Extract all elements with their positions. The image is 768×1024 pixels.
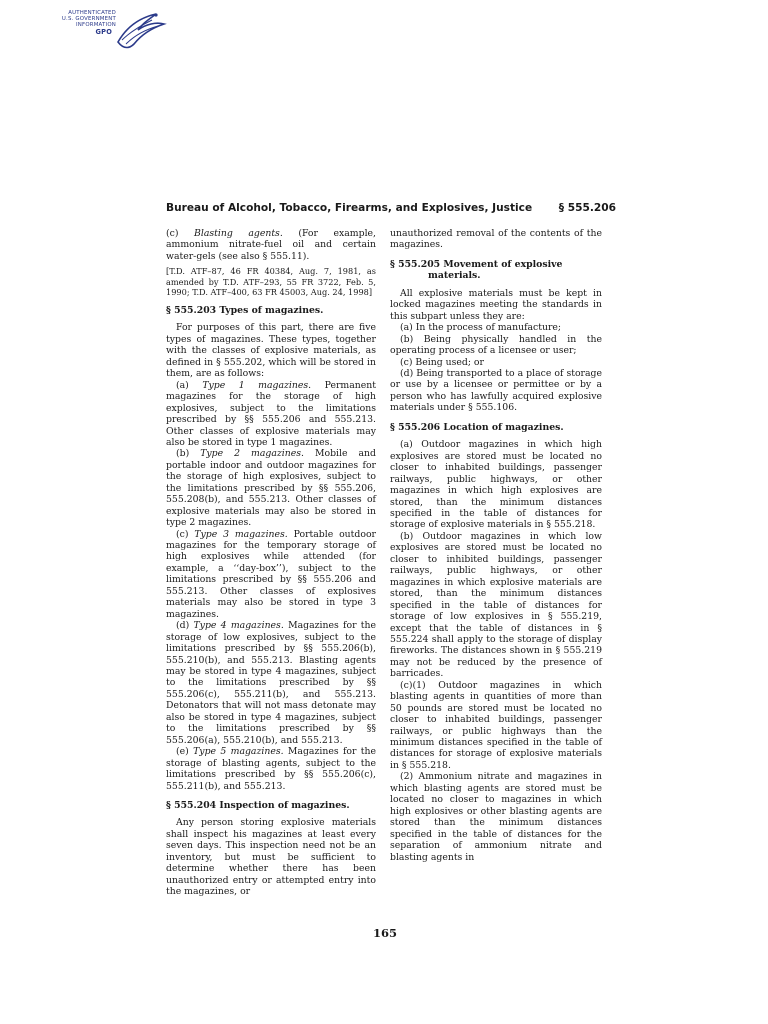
italic-run: Blasting agents. — [194, 228, 283, 239]
paragraph — [166, 746, 376, 792]
agency-title: Bureau of Alcohol, Tobacco, Firearms, and Explosives, Justice — [166, 202, 533, 214]
paragraph — [390, 368, 602, 414]
text-run: (d) — [176, 620, 194, 632]
paragraph — [390, 439, 602, 531]
text-run: Any person storing explosive materials shall inspect his magazines at least every seven days. This inspection need not be an inventory, but must be sufficient to determine whether there has been unauthorized entry or attempted entry into the magazines, or — [166, 817, 376, 898]
text-run: (e) — [176, 746, 194, 758]
text-run: § 555.203 Types of magazines. — [166, 304, 324, 316]
text-run: § 555.204 Inspection of magazines. — [166, 800, 350, 811]
gpo-authenticated-logo — [28, 4, 148, 50]
text-run: (c) Being used; or — [400, 356, 484, 368]
text-run: § 555.206 Location of magazines. — [390, 421, 564, 433]
section-number: § 555.206 — [558, 202, 616, 214]
text-run: Portable outdoor magazines for the temporary storage of high explosives while attended (for example, a ‘‘day-box’’), subject to the limitations prescribed by §§ 555.206 and 555.213. Other classes of explosives materials may also be stored in type 3 magazines. — [166, 528, 376, 620]
logo-line-1: AUTHENTICATED — [68, 10, 116, 16]
paragraph — [390, 322, 602, 333]
paragraph — [166, 380, 376, 449]
left-text-column — [166, 228, 376, 898]
section-heading — [390, 259, 602, 282]
text-run: unauthorized removal of the contents of the magazines. — [390, 228, 602, 251]
text-run: (c)(1) Outdoor magazines in which blasting agents in quantities of more than 50 pounds are stored must be located no closer to inhabited buildings, passenger railways, or public highways than the minimum distances specified in the table of distances for storage of explosive materials in § 555.218. — [390, 679, 602, 771]
text-run: For purposes of this part, there are five types of magazines. These types, together with the classes of explosive materials, as defined in § 555.202, which will be stored in them, are as follows: — [166, 322, 376, 380]
text-run: (2) Ammonium nitrate and magazines in which blasting agents are stored must be located no closer to magazines in which high explosives or other blasting agents are stored than the minimum distances specified in the table of distances for the separation of ammonium nitrate and blasting agents in — [390, 771, 602, 863]
text-run: [T.D. ATF–87, 46 FR 40384, Aug. 7, 1981, as amended by T.D. ATF–293, 55 FR 3722, Feb. 5, 1990; T.D. ATF–400, 63 FR 45003, Aug. 24, 1998] — [166, 266, 376, 297]
text-run: Permanent magazines for the storage of high explosives, subject to the limitations prescribed by §§ 555.206 and 555.213. Other classes of explosive materials may also be stored in type 1 magazines. — [166, 379, 376, 448]
eagle-emblem-icon — [112, 8, 168, 52]
text-run: § 555.205 Movement of explosive materials. — [390, 258, 563, 282]
logo-line-4: GPO — [95, 27, 112, 36]
right-text-column — [390, 228, 602, 863]
paragraph — [390, 228, 602, 251]
text-run: (b) Being physically handled in the operating process of a licensee or user; — [390, 333, 602, 357]
text-run: (c) — [176, 528, 195, 540]
italic-run: Type 1 magazines. — [202, 379, 312, 391]
text-run: (a) — [176, 379, 203, 391]
paragraph — [390, 334, 602, 357]
text-run: (a) Outdoor magazines in which high explosives are stored must be located no closer to inhabited buildings, passenger railways, public highways, or other magazines in which high explosives are stored, than the minimum distances specified in the table of distances for storage of explosive materials in § 555.218. — [390, 439, 602, 531]
section-heading — [166, 305, 376, 316]
paragraph — [390, 680, 602, 772]
italic-run: Type 3 magazines. — [194, 528, 288, 540]
paragraph — [390, 357, 602, 368]
text-run: (d) Being transported to a place of storage or use by a licensee or permittee or by a person who has lawfully acquired explosive materials under § 555.106. — [390, 367, 602, 414]
running-header — [166, 202, 616, 220]
paragraph — [166, 817, 376, 897]
gpo-logo-text — [58, 10, 116, 35]
italic-run: Type 5 magazines. — [193, 746, 284, 758]
text-run: (c) — [166, 228, 195, 239]
paragraph — [390, 288, 602, 322]
paragraph — [166, 322, 376, 379]
paragraph — [390, 531, 602, 680]
paragraph — [390, 771, 602, 863]
paragraph — [166, 529, 376, 621]
paragraph — [166, 448, 376, 528]
text-run: (For example, ammonium nitrate-fuel oil and certain water-gels (see also § 555.11). — [166, 228, 376, 262]
source-citation — [166, 266, 376, 297]
text-run: Mobile and portable indoor and outdoor magazines for the storage of high explosives, subject to the limitations prescribed by §§ 555.206, 555.208(b), and 555.213. Other classes of explosive materials may also be stored in type 2 magazines. — [166, 448, 376, 529]
italic-run: Type 2 magazines. — [200, 448, 304, 460]
logo-line-3: INFORMATION — [76, 22, 116, 29]
text-run: Magazines for the storage of blasting agents, subject to the limitations prescribed by §§ 555.206(c), 555.211(b), and 555.213. — [166, 746, 376, 792]
logo-line-2: U.S. GOVERNMENT — [61, 16, 116, 23]
text-run: (b) — [176, 448, 201, 460]
text-run: Magazines for the storage of low explosives, subject to the limitations prescribed by §§ 555.206(b), 555.210(b), and 555.213. Blasting agents may be stored in type 4 magazines, subject to the limitations prescribed by §§ 555.206(c), 555.211(b), and 555.213. Detonators that will not mass detonate may also be stored in type 4 magazines, subject to the limitations prescribed by §§ 555.206(a), 555.210(b), and 555.213. — [166, 620, 377, 746]
section-heading — [390, 422, 602, 433]
text-run: (a) In the process of manufacture; — [400, 322, 562, 334]
italic-run: Type 4 magazines. — [193, 620, 284, 632]
paragraph — [166, 620, 376, 746]
section-heading — [166, 800, 376, 811]
text-run: (b) Outdoor magazines in which low explosives are stored must be located no closer to inhibited buildings, passenger railways, public highways, or other magazines in which explosive materials are stored, than the minimum distances specified in the table of distances for storage of low explosives in § 555.219, except that the table of distances in § 555.224 shall apply to the storage of display fireworks. The distances shown in § 555.219 may not be reduced by the presence of barricades. — [390, 530, 602, 680]
page-number: 165 — [372, 926, 397, 940]
paragraph — [166, 228, 376, 262]
text-run: All explosive materials must be kept in locked magazines meeting the standards in this subpart unless they are: — [390, 287, 602, 322]
